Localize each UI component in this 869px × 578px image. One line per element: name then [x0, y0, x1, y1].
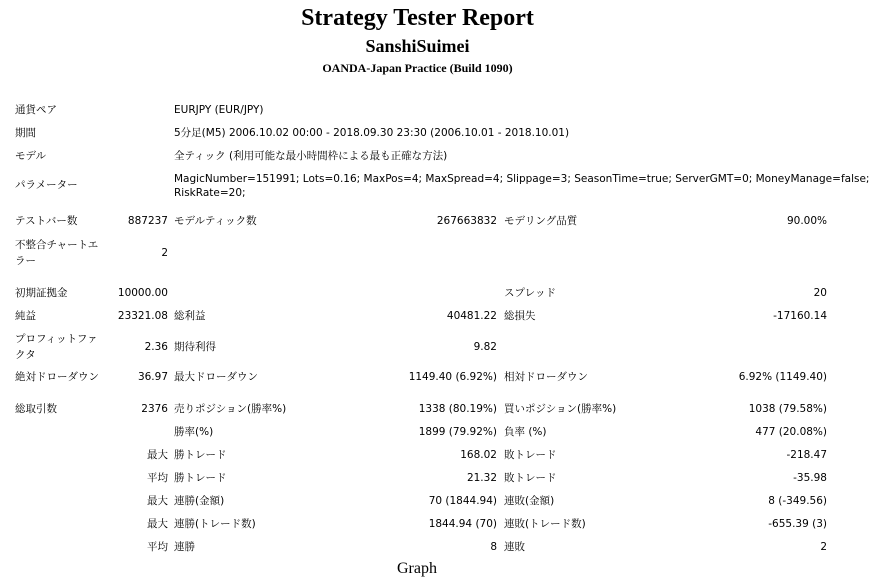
mismatch-label: 不整合チャートエラー: [15, 239, 99, 267]
gross-profit-value: 40481.22: [446, 310, 497, 322]
profit-factor-value: 2.36: [144, 341, 168, 353]
loss-trades-label: 負率 (%): [504, 426, 547, 438]
quality-value: 90.00%: [786, 215, 827, 227]
long-positions-label: 買いポジション(勝率%): [504, 403, 617, 415]
absolute-drawdown-value: 36.97: [137, 371, 168, 383]
max-consecutive-count-prefix: 最大: [147, 518, 168, 530]
graph-heading-partial: Graph: [397, 560, 437, 577]
server-name: OANDA-Japan Practice (Build 1090): [322, 61, 513, 75]
period-label: 期間: [15, 127, 36, 139]
max-consecutive-profit-value: 1844.94 (70): [428, 518, 497, 530]
relative-drawdown-value: 6.92% (1149.40): [738, 371, 827, 383]
max-consecutive-losses-value: 8 (-349.56): [768, 495, 827, 507]
short-positions-label: 売りポジション(勝率%): [174, 403, 287, 415]
largest-prefix: 最大: [147, 449, 168, 461]
max-consecutive-prefix: 最大: [147, 495, 168, 507]
quality-label: モデリング品質: [504, 215, 578, 227]
relative-drawdown-label: 相対ドローダウン: [504, 371, 588, 383]
profit-factor-label: プロフィットファクタ: [15, 333, 98, 361]
report-title: Strategy Tester Report: [301, 5, 534, 31]
largest-profit-label: 勝トレード: [174, 449, 227, 461]
average-profit-label: 勝トレード: [174, 472, 227, 484]
average-consecutive-prefix: 平均: [147, 541, 168, 553]
net-profit-value: 23321.08: [117, 310, 168, 322]
average-profit-value: 21.32: [466, 472, 497, 484]
max-consecutive-wins-value: 70 (1844.94): [428, 495, 497, 507]
maximal-drawdown-value: 1149.40 (6.92%): [408, 371, 497, 383]
max-consecutive-losses-label: 連敗(金額): [504, 495, 555, 507]
expert-name: SanshiSuimei: [365, 36, 470, 56]
largest-loss-value: -218.47: [786, 449, 827, 461]
max-consecutive-wins-label: 連勝(金額): [174, 495, 225, 507]
model-label: モデル: [15, 150, 46, 162]
short-positions-value: 1338 (80.19%): [418, 403, 497, 415]
max-consecutive-profit-label: 連勝(トレード数): [174, 518, 256, 530]
largest-profit-value: 168.02: [460, 449, 497, 461]
loss-trades-value: 477 (20.08%): [755, 426, 827, 438]
expected-payoff-label: 期待利得: [174, 341, 216, 353]
bars-value: 887237: [127, 215, 168, 227]
ticks-label: モデルティック数: [174, 215, 257, 227]
deposit-label: 初期証拠金: [15, 287, 68, 299]
profit-trades-value: 1899 (79.92%): [418, 426, 497, 438]
average-loss-value: -35.98: [793, 472, 827, 484]
symbol-label: 通貨ペア: [15, 104, 57, 116]
mismatch-value: 2: [161, 247, 168, 259]
average-consecutive-losses-label: 連敗: [504, 541, 525, 553]
parameters-line-2: RiskRate=20;: [174, 187, 246, 199]
parameters-line-1: MagicNumber=151991; Lots=0.16; MaxPos=4; MaxSpread=4; Slippage=3; SeasonTime=true; ServerGMT=0; MoneyManage=false;: [174, 173, 869, 185]
average-consecutive-wins-label: 連勝: [174, 541, 195, 553]
model-value: 全ティック (利用可能な最小時間枠による最も正確な方法): [174, 150, 448, 162]
average-loss-label: 敗トレード: [504, 472, 557, 484]
profit-trades-label: 勝率(%): [174, 426, 214, 438]
total-trades-value: 2376: [141, 403, 168, 415]
gross-loss-label: 総損失: [504, 310, 536, 322]
absolute-drawdown-label: 絶対ドローダウン: [15, 371, 99, 383]
spread-value: 20: [813, 287, 827, 299]
largest-loss-label: 敗トレード: [504, 449, 557, 461]
deposit-value: 10000.00: [117, 287, 168, 299]
parameters-label: パラメーター: [15, 179, 78, 191]
spread-label: スプレッド: [504, 287, 556, 299]
average-prefix: 平均: [147, 472, 168, 484]
expected-payoff-value: 9.82: [473, 341, 497, 353]
long-positions-value: 1038 (79.58%): [748, 403, 827, 415]
total-trades-label: 総取引数: [15, 403, 57, 415]
bars-label: テストバー数: [15, 215, 78, 227]
max-consecutive-loss-value: -655.39 (3): [768, 518, 827, 530]
net-profit-label: 純益: [15, 310, 36, 322]
period-value: 5分足(M5) 2006.10.02 00:00 - 2018.09.30 23:30 (2006.10.01 - 2018.10.01): [174, 127, 570, 139]
maximal-drawdown-label: 最大ドローダウン: [174, 371, 258, 383]
average-consecutive-wins-value: 8: [490, 541, 497, 553]
average-consecutive-losses-value: 2: [820, 541, 827, 553]
max-consecutive-loss-label: 連敗(トレード数): [504, 518, 586, 530]
ticks-value: 267663832: [436, 215, 497, 227]
symbol-value: EURJPY (EUR/JPY): [174, 104, 264, 116]
gross-loss-value: -17160.14: [773, 310, 827, 322]
gross-profit-label: 総利益: [174, 310, 206, 322]
